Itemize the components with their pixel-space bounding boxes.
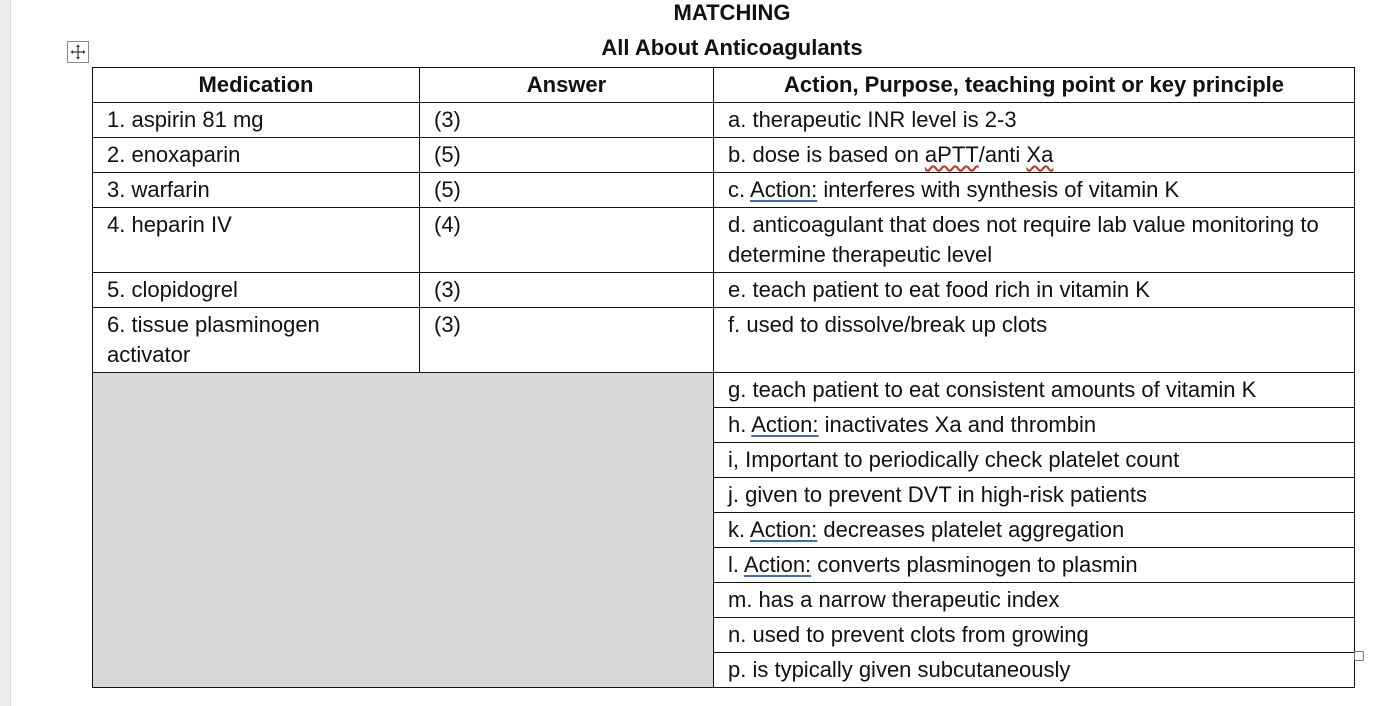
- action-text: k.: [728, 517, 751, 542]
- medication-cell[interactable]: 2. enoxaparin: [93, 138, 420, 173]
- action-cell[interactable]: [714, 513, 1355, 548]
- action-cell[interactable]: [714, 208, 1355, 273]
- spellcheck-flag[interactable]: Xa: [1026, 142, 1054, 167]
- grammar-flag[interactable]: Action:: [743, 552, 812, 577]
- action-cell[interactable]: [714, 478, 1355, 513]
- table-row: [93, 308, 1355, 373]
- action-cell[interactable]: [714, 583, 1355, 618]
- action-cell[interactable]: [714, 273, 1355, 308]
- medication-cell[interactable]: 4. heparin IV: [93, 208, 420, 273]
- action-text: i, Important to periodically check platelet count: [728, 447, 1180, 472]
- action-text: /anti: [978, 142, 1027, 167]
- action-cell[interactable]: [714, 653, 1355, 688]
- action-text: converts plasminogen to plasmin: [811, 552, 1138, 577]
- action-cell[interactable]: [714, 408, 1355, 443]
- table-move-handle[interactable]: [67, 41, 89, 63]
- action-cell[interactable]: [714, 548, 1355, 583]
- table-row: [93, 273, 1355, 308]
- grammar-flag[interactable]: Action:: [750, 517, 818, 542]
- header-row: [93, 68, 1355, 103]
- answer-cell[interactable]: (3): [420, 273, 714, 308]
- left-margin-bar: [0, 0, 11, 706]
- answer-cell[interactable]: (3): [420, 103, 714, 138]
- shaded-empty-cell: [93, 373, 714, 688]
- header-answer: Answer: [420, 68, 714, 103]
- table-resize-handle[interactable]: [1354, 651, 1364, 661]
- table-row: [93, 103, 1355, 138]
- action-text: p. is typically given subcutaneously: [728, 657, 1071, 682]
- header-medication: Medication: [93, 68, 420, 103]
- action-text: n. used to prevent clots from growing: [728, 622, 1089, 647]
- action-text: interferes with synthesis of vitamin K: [817, 177, 1180, 202]
- action-cell[interactable]: [714, 443, 1355, 478]
- action-text: a. therapeutic INR level is 2-3: [728, 107, 1017, 132]
- action-cell[interactable]: [714, 373, 1355, 408]
- action-text: g. teach patient to eat consistent amounts of vitamin K: [728, 377, 1257, 402]
- action-cell[interactable]: [714, 103, 1355, 138]
- medication-cell[interactable]: 5. clopidogrel: [93, 273, 420, 308]
- answer-cell[interactable]: (5): [420, 173, 714, 208]
- action-text: e. teach patient to eat food rich in vitamin K: [728, 277, 1150, 302]
- move-arrows-icon: [70, 44, 86, 60]
- action-cell[interactable]: [714, 138, 1355, 173]
- spellcheck-flag[interactable]: aPTT: [924, 142, 979, 167]
- action-text: inactivates Xa and thrombin: [818, 412, 1097, 437]
- answer-cell[interactable]: (4): [420, 208, 714, 273]
- action-cell[interactable]: [714, 308, 1355, 373]
- action-text: b. dose is based on: [728, 142, 925, 167]
- table-row: [93, 373, 1355, 408]
- action-text: decreases platelet aggregation: [817, 517, 1125, 542]
- table-row: [93, 208, 1355, 273]
- action-text: f. used to dissolve/break up clots: [728, 312, 1048, 337]
- medication-cell[interactable]: 1. aspirin 81 mg: [93, 103, 420, 138]
- header-action: Action, Purpose, teaching point or key principle: [714, 68, 1355, 103]
- page-title: MATCHING: [673, 0, 791, 25]
- page-subtitle: All About Anticoagulants: [601, 35, 863, 60]
- action-text: h.: [728, 412, 752, 437]
- table-row: [93, 173, 1355, 208]
- matching-table: [92, 67, 1355, 688]
- grammar-flag[interactable]: Action:: [751, 412, 819, 437]
- action-text: d. anticoagulant that does not require lab value monitoring to determine therapeutic level: [728, 212, 1319, 267]
- action-text: m. has a narrow therapeutic index: [728, 587, 1060, 612]
- grammar-flag[interactable]: Action:: [750, 177, 818, 202]
- answer-cell[interactable]: (3): [420, 308, 714, 373]
- medication-cell[interactable]: 6. tissue plasminogen activator: [93, 308, 420, 373]
- action-text: c.: [728, 177, 751, 202]
- action-text: j. given to prevent DVT in high-risk patients: [728, 482, 1148, 507]
- action-text: l.: [728, 552, 744, 577]
- table-row: [93, 138, 1355, 173]
- answer-cell[interactable]: (5): [420, 138, 714, 173]
- action-cell[interactable]: [714, 618, 1355, 653]
- medication-cell[interactable]: 3. warfarin: [93, 173, 420, 208]
- action-cell[interactable]: [714, 173, 1355, 208]
